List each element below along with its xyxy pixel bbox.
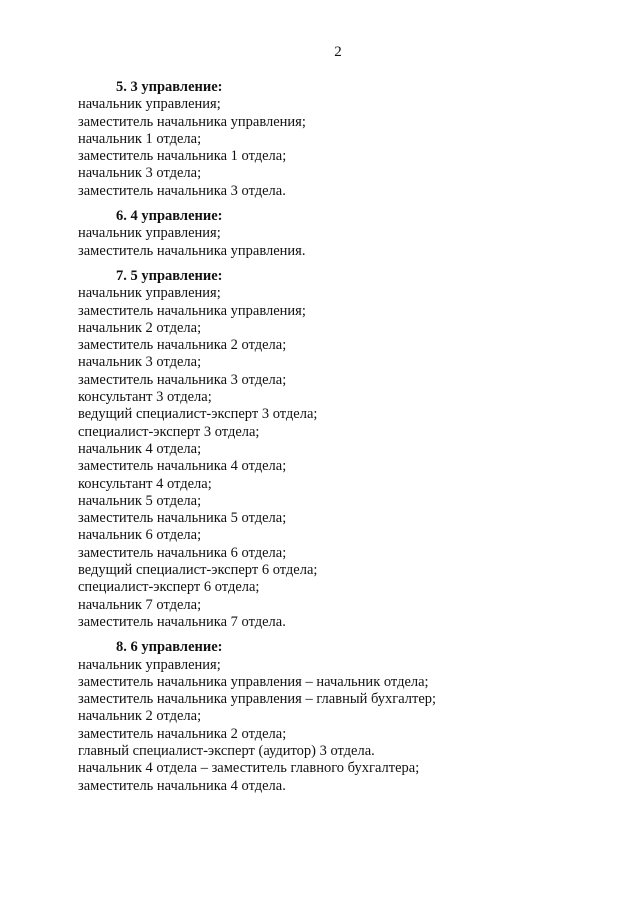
list-item: заместитель начальника 6 отдела; [78,544,287,561]
section [78,79,598,200]
list-item: заместитель начальника 4 отдела; [78,458,287,475]
list-item: начальник управления; [78,656,221,673]
list-item: начальник 4 отдела; [78,440,202,457]
list-item: начальник 2 отдела; [78,708,202,725]
list-item: начальник 3 отдела; [78,165,202,182]
list-item: начальник управления; [78,96,221,113]
list-item: заместитель начальника 2 отдела; [78,337,287,354]
list-item: начальник 7 отдела; [78,596,202,613]
list-item: начальник 4 отдела – заместитель главного бухгалтера; [78,760,420,777]
position-list [78,225,598,260]
list-item: заместитель начальника 4 отдела. [78,777,286,794]
list-item: начальник 3 отдела; [78,354,202,371]
list-item: начальник 2 отдела; [78,319,202,336]
list-item: ведущий специалист-эксперт 6 отдела; [78,562,318,579]
list-item: начальник 6 отдела; [78,527,202,544]
list-item: начальник 1 отдела; [78,130,202,147]
list-item: специалист-эксперт 3 отдела; [78,423,260,440]
list-item: главный специалист-эксперт (аудитор) 3 отдела. [78,742,375,759]
list-item: заместитель начальника 3 отдела. [78,182,286,199]
list-item: заместитель начальника управления – главный бухгалтер; [78,691,437,708]
list-item: заместитель начальника 7 отдела. [78,613,286,630]
page-number: 2 [334,44,342,60]
section [78,268,598,631]
section-title: 5. 3 управление: [116,79,223,95]
list-item: ведущий специалист-эксперт 3 отдела; [78,406,318,423]
list-item: начальник управления; [78,285,221,302]
list-item: заместитель начальника управления; [78,113,306,130]
section-title: 7. 5 управление: [116,267,223,284]
list-item: заместитель начальника 5 отдела; [78,510,287,527]
position-list [78,96,598,200]
list-item: заместитель начальника управления – начальник отдела; [78,673,429,690]
position-list [78,285,598,631]
list-item: специалист-эксперт 6 отдела; [78,579,260,596]
section-title: 6. 4 управление: [116,208,223,225]
list-item: заместитель начальника 2 отдела; [78,725,287,742]
list-item: заместитель начальника управления. [78,242,306,259]
list-item: начальник управления; [78,225,221,242]
list-item: консультант 4 отдела; [78,475,212,492]
list-item: заместитель начальника 3 отдела; [78,371,287,388]
list-item: заместитель начальника управления; [78,302,306,319]
document-body [78,79,598,803]
list-item: заместитель начальника 1 отдела; [78,148,287,165]
section [78,208,598,260]
list-item: консультант 3 отдела; [78,389,212,406]
position-list [78,657,598,795]
list-item: начальник 5 отдела; [78,492,202,509]
section [78,639,598,795]
section-title: 8. 6 управление: [116,639,223,656]
